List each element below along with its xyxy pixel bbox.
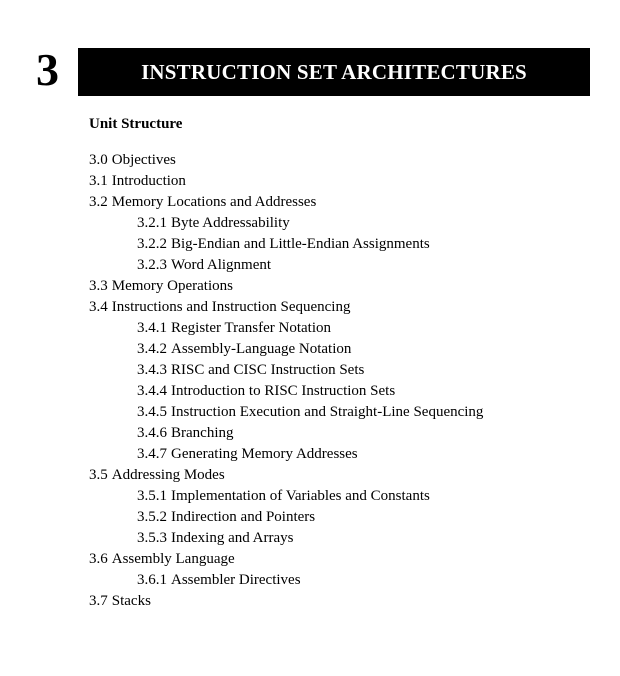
toc-entry-number: 3.0	[89, 152, 108, 168]
toc-entry	[89, 507, 599, 528]
toc-entry	[89, 591, 599, 612]
toc-entry-number: 3.2.2	[137, 236, 167, 252]
toc-entry-title: Assembly Language	[111, 551, 235, 567]
toc-entry-title: Implementation of Variables and Constants	[171, 488, 430, 504]
toc-entry	[89, 465, 599, 486]
toc-entry-title: Memory Operations	[111, 278, 233, 294]
toc-entry-number: 3.4.1	[137, 320, 167, 336]
toc-entry-title: Indexing and Arrays	[171, 530, 294, 546]
toc-entry-number: 3.7	[89, 593, 108, 609]
toc-entry-number: 3.6	[89, 551, 108, 567]
toc-entry-title: Introduction	[111, 173, 186, 189]
toc-entry-number: 3.4.7	[137, 446, 167, 462]
toc-entry	[89, 255, 599, 276]
toc-entry-title: Generating Memory Addresses	[171, 446, 358, 462]
chapter-title: INSTRUCTION SET ARCHITECTURES	[141, 59, 527, 84]
toc-entry	[89, 528, 599, 549]
toc-entry-title: RISC and CISC Instruction Sets	[171, 362, 365, 378]
table-of-contents	[89, 150, 599, 612]
toc-entry-number: 3.2	[89, 194, 108, 210]
toc-entry-number: 3.5	[89, 467, 108, 483]
toc-entry	[89, 276, 599, 297]
toc-entry-title: Instruction Execution and Straight-Line Sequencing	[171, 404, 484, 420]
toc-entry-title: Stacks	[111, 593, 151, 609]
toc-entry-title: Addressing Modes	[111, 467, 225, 483]
toc-entry-title: Register Transfer Notation	[171, 320, 331, 336]
toc-entry-title: Memory Locations and Addresses	[111, 194, 317, 210]
toc-entry-number: 3.4.3	[137, 362, 167, 378]
toc-entry	[89, 150, 599, 171]
toc-entry	[89, 318, 599, 339]
toc-entry	[89, 192, 599, 213]
toc-entry-number: 3.2.1	[137, 215, 167, 231]
toc-entry-title: Assembler Directives	[171, 572, 301, 588]
toc-entry	[89, 171, 599, 192]
toc-entry	[89, 444, 599, 465]
toc-entry-number: 3.6.1	[137, 572, 167, 588]
toc-entry-title: Word Alignment	[171, 257, 272, 273]
toc-entry-title: Instructions and Instruction Sequencing	[111, 299, 351, 315]
toc-entry	[89, 486, 599, 507]
toc-entry	[89, 423, 599, 444]
chapter-title-banner	[78, 48, 590, 96]
toc-entry-title: Assembly-Language Notation	[171, 341, 352, 357]
toc-entry-title: Introduction to RISC Instruction Sets	[171, 383, 396, 399]
toc-entry-number: 3.4.2	[137, 341, 167, 357]
toc-entry-number: 3.5.1	[137, 488, 167, 504]
toc-entry-number: 3.2.3	[137, 257, 167, 273]
toc-entry-number: 3.3	[89, 278, 108, 294]
toc-entry	[89, 402, 599, 423]
toc-entry	[89, 549, 599, 570]
toc-entry-title: Byte Addressability	[171, 215, 290, 231]
toc-entry-number: 3.4.4	[137, 383, 167, 399]
toc-entry-number: 3.4	[89, 299, 108, 315]
toc-entry-title: Big-Endian and Little-Endian Assignments	[171, 236, 430, 252]
toc-entry	[89, 213, 599, 234]
toc-entry-title: Indirection and Pointers	[171, 509, 316, 525]
toc-entry	[89, 234, 599, 255]
toc-entry	[89, 339, 599, 360]
toc-entry-number: 3.5.3	[137, 530, 167, 546]
unit-structure-heading: Unit Structure	[89, 116, 183, 132]
toc-entry-number: 3.4.6	[137, 425, 167, 441]
toc-entry-number: 3.5.2	[137, 509, 167, 525]
toc-entry	[89, 360, 599, 381]
toc-entry-number: 3.1	[89, 173, 108, 189]
toc-entry-number: 3.4.5	[137, 404, 167, 420]
chapter-number: 3	[36, 44, 59, 95]
toc-entry	[89, 297, 599, 318]
toc-entry-title: Objectives	[111, 152, 176, 168]
toc-entry	[89, 381, 599, 402]
toc-entry	[89, 570, 599, 591]
toc-entry-title: Branching	[171, 425, 234, 441]
